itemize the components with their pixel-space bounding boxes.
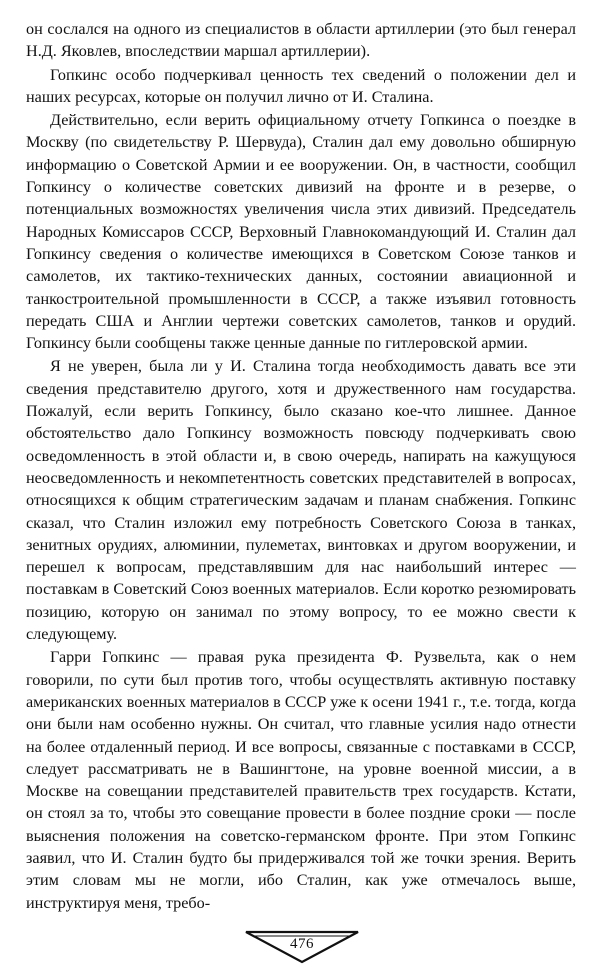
paragraph-author-doubt: Я не уверен, была ли у И. Сталина тогда необходимость давать все эти сведения представителю другого, хотя и дружественного нам государства. Пожалуй, если верить Гопкинсу, было сказано кое-что лишнее. Данное обстоятельство дало Гопкинсу возможность повсюду подчеркивать свою осведомленность в этой области и, в свою очередь, напирать на кажущуюся неосведомленность и некомпетентность советских представителей в вопросах, относящихся к общим стратегическим задачам и планам снабжения. Гопкинс сказал, что Сталин изложил ему потребность Советского Союза в танках, зенитных орудиях, алюминии, пулеметах, винтовках и другом вооружении, и перешел к вопросам, представлявшим для нас наибольший интерес — поставкам в Советский Союз военных материалов. Если коротко резюмировать позицию, которую он занимал по этому вопросу, то ее можно свести к следующему. — [26, 357, 576, 644]
page-body — [26, 18, 576, 914]
paragraph-official-report: Действительно, если верить официальному отчету Гопкинса о поездке в Москву (по свидетельству Р. Шервуда), Сталин дал ему довольно обширную информацию о Советской Армии и ее вооружении. Он, в частности, сообщил Гопкинсу о количестве советских дивизий на фронте и в резерве, о потенциальных возможностях увеличения числа этих дивизий. Председатель Народных Комиссаров СССР, Верховный Главнокомандующий И. Сталин дал Гопкинсу сведения о количестве имеющихся в Советском Союзе танков и самолетов, их тактико-технических данных, состоянии авиационной и танкостроительной промышленности в СССР, а также изъявил готовность передать США и Англии чертежи советских самолетов, танков и орудий. Гопкинсу были сообщены также ценные данные по гитлеровской армии. — [26, 111, 576, 353]
paragraph-continuation: он сослался на одного из специалистов в области артиллерии (это был генерал Н.Д. Яковлев, впоследствии маршал артиллерии). — [26, 20, 576, 61]
page-number-badge — [244, 930, 360, 964]
paragraph-hopkins-value: Гопкинс особо подчеркивал ценность тех сведений о положении дел и наших ресурсах, которые он получил лично от И. Сталина. — [26, 65, 576, 106]
paragraph-harry-hopkins: Гарри Гопкинс — правая рука президента Ф. Рузвельта, как о нем говорили, по сути был против того, чтобы осуществлять активную поставку американских военных материалов в СССР уже к осени 1941 г., т.е. тогда, когда они были нам особенно нужны. Он считал, что главные усилия надо отнести на более отдаленный период. И все вопросы, связанные с поставками в СССР, следует рассматривать не в Вашингтоне, на уровне военной миссии, а в Москве на совещании представителей правительств трех государств. Кстати, он стоял за то, чтобы это совещание провести в более поздние сроки — после выяснения положения на советско-германском фронте. При этом Гопкинс заявил, что И. Сталин будто бы придерживался той же точки зрения. Верить этим словам мы не могли, ибо Сталин, как уже отмечалось выше, инструктируя меня, требо- — [26, 648, 576, 912]
page-footer — [0, 930, 600, 970]
page-number: 476 — [290, 936, 314, 952]
